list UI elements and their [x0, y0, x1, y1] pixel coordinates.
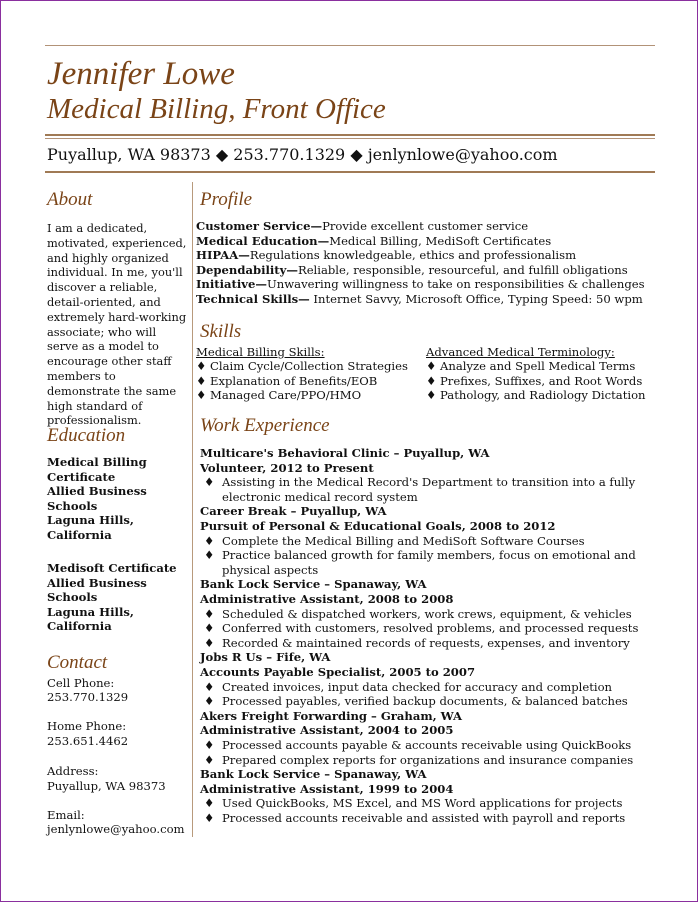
job-duty-text: Scheduled & dispatched workers, work crews, equipment, & vehicles: [222, 606, 632, 621]
about-line: members to: [47, 368, 116, 383]
education-line: Certificate: [47, 469, 116, 484]
skill-text: Explanation of Benefits/EOB: [210, 373, 378, 388]
about-line: and highly organized: [47, 250, 169, 265]
job-duty: [204, 811, 625, 826]
email-value: jenlynlowe@yahoo.com: [47, 822, 185, 836]
bullet-icon: ♦: [204, 694, 215, 709]
bullet-icon: ♦: [204, 679, 215, 694]
education-line: Schools: [47, 590, 98, 605]
job-employer: Akers Freight Forwarding – Graham, WA: [200, 708, 462, 723]
header-rule-upper: [45, 134, 655, 136]
bullet-icon: ♦: [204, 738, 215, 752]
skill-item: [426, 374, 642, 389]
bullet-icon: ♦: [426, 388, 437, 403]
job-duty-text: Practice balanced growth for family members, focus on emotional and: [222, 548, 636, 563]
job-duty: [204, 607, 632, 622]
profile-text: Internet Savvy, Microsoft Office, Typing Speed: 50 wpm: [309, 292, 643, 306]
skill-text: Claim Cycle/Collection Strategies: [210, 359, 408, 373]
about-line: detail-oriented, and: [47, 294, 161, 309]
header-rule-lower: [45, 138, 655, 139]
profile-heading: Profile: [200, 189, 253, 210]
profile-text: Regulations knowledgeable, ethics and professionalism: [249, 248, 577, 263]
education-line: California: [47, 619, 112, 634]
job-duty: [204, 738, 631, 753]
job-duty-text: Assisting in the Medical Record's Department to transition into a fully: [222, 475, 636, 490]
profile-text: Unwavering willingness to take on responsibilities & challenges: [267, 277, 645, 292]
job-duty-continued: electronic medical record system: [222, 489, 418, 504]
skill-text: Managed Care/PPO/HMO: [210, 388, 362, 403]
bullet-icon: ♦: [204, 635, 215, 650]
profile-row: [196, 248, 576, 263]
education-line: Schools: [47, 498, 98, 513]
about-line: I am a dedicated,: [47, 221, 148, 235]
job-duty-text: Used QuickBooks, MS Excel, and MS Word applications for projects: [222, 796, 623, 811]
candidate-name: Jennifer Lowe: [47, 56, 235, 92]
job-employer: Jobs R Us – Fife, WA: [200, 650, 331, 665]
about-line: associate; who will: [47, 324, 157, 339]
job-duty-text: Created invoices, input data checked for accuracy and completion: [222, 679, 613, 694]
job-duty-text: Conferred with customers, resolved problems, and processed requests: [222, 621, 639, 636]
job-employer: Bank Lock Service – Spanaway, WA: [200, 577, 427, 592]
job-duty-text: Processed payables, verified backup documents, & balanced batches: [222, 694, 628, 709]
job-duty: [204, 753, 633, 768]
profile-label: Medical Education—: [196, 233, 330, 248]
bullet-icon: ♦: [204, 533, 215, 548]
job-employer: Career Break – Puyallup, WA: [200, 504, 387, 519]
cell-phone-label: Cell Phone:: [47, 676, 115, 690]
education-line: Medical Billing: [47, 455, 147, 469]
education-line: California: [47, 527, 112, 542]
job-duty: [204, 694, 628, 709]
about-line: discover a reliable,: [47, 280, 158, 295]
education-heading: Education: [47, 425, 126, 446]
home-phone-label: Home Phone:: [47, 719, 127, 733]
about-heading: About: [47, 189, 93, 210]
bullet-icon: ♦: [204, 548, 215, 563]
job-duty-text: Complete the Medical Billing and MediSoft Software Courses: [222, 533, 585, 548]
bullet-icon: ♦: [204, 796, 215, 811]
job-duty-text: Processed accounts payable & accounts receivable using QuickBooks: [222, 738, 632, 752]
candidate-title: Medical Billing, Front Office: [47, 93, 386, 125]
job-employer: Bank Lock Service – Spanaway, WA: [200, 767, 427, 782]
about-line: extremely hard-working: [47, 309, 187, 324]
job-duty: [204, 534, 585, 549]
education-line: Laguna Hills,: [47, 513, 134, 528]
job-duty-continued: physical aspects: [222, 562, 319, 577]
skill-item: [196, 359, 408, 374]
skill-text: Pathology, and Radiology Dictation: [440, 388, 646, 403]
skill-text: Analyze and Spell Medical Terms: [440, 359, 636, 373]
bullet-icon: ♦: [204, 811, 215, 825]
education-line: Medisoft Certificate: [47, 561, 177, 575]
skill-text: Prefixes, Suffixes, and Root Words: [440, 373, 643, 388]
about-line: serve as a model to: [47, 339, 159, 354]
profile-label: Technical Skills—: [196, 292, 310, 306]
contact-heading: Contact: [47, 652, 108, 673]
profile-row: [196, 219, 528, 234]
job-employer: Multicare's Behavioral Clinic – Puyallup, WA: [200, 446, 490, 460]
profile-text: Provide excellent customer service: [322, 219, 529, 233]
about-line: high standard of: [47, 398, 143, 413]
job-role: Volunteer, 2012 to Present: [200, 460, 374, 475]
job-duty: [204, 548, 636, 563]
profile-row: [196, 292, 643, 307]
education-entry-2: [47, 561, 197, 634]
education-entry-1: [47, 455, 197, 543]
profile-text: Reliable, responsible, resourceful, and fulfill obligations: [297, 262, 628, 277]
bullet-icon: ♦: [204, 475, 215, 490]
bullet-icon: ♦: [204, 752, 215, 767]
about-line: professionalism.: [47, 413, 142, 428]
skills-heading: Skills: [200, 321, 242, 342]
contact-rule: [45, 171, 655, 173]
home-phone-value: 253.651.4462: [47, 734, 129, 748]
skills-right-title: Advanced Medical Terminology:: [426, 345, 615, 359]
bullet-icon: ♦: [196, 388, 207, 403]
skill-item: [426, 388, 646, 403]
bullet-icon: ♦: [204, 621, 215, 636]
skill-item: [196, 388, 361, 403]
bullet-icon: ♦: [196, 359, 207, 373]
job-duty: [204, 475, 635, 490]
bullet-icon: ♦: [426, 373, 437, 388]
profile-row: [196, 277, 645, 292]
profile-label: Customer Service—: [196, 219, 323, 233]
profile-row: [196, 234, 551, 249]
profile-row: [196, 263, 628, 278]
contact-line: Puyallup, WA 98373 ◆ 253.770.1329 ◆ jenlynlowe@yahoo.com: [47, 145, 558, 164]
bullet-icon: ♦: [204, 606, 215, 621]
job-duty-text: Recorded & maintained records of requests, expenses, and inventory: [222, 635, 630, 650]
job-duty: [204, 621, 638, 636]
profile-text: Medical Billing, MediSoft Certificates: [329, 233, 552, 248]
about-line: encourage other staff: [47, 354, 172, 369]
work-experience-heading: Work Experience: [200, 415, 330, 436]
skills-left-title: Medical Billing Skills:: [196, 345, 325, 359]
job-role: Pursuit of Personal & Educational Goals, 2008 to 2012: [200, 519, 556, 533]
job-duty-text: Prepared complex reports for organizations and insurance companies: [222, 752, 634, 767]
address-value: Puyallup, WA 98373: [47, 779, 166, 793]
bullet-icon: ♦: [426, 359, 437, 373]
about-line: demonstrate the same: [47, 383, 177, 398]
education-line: Allied Business: [47, 484, 147, 499]
about-line: motivated, experienced,: [47, 235, 187, 250]
about-text: [47, 221, 192, 428]
cell-phone-value: 253.770.1329: [47, 690, 129, 704]
profile-label: HIPAA—: [196, 248, 250, 263]
email-label: Email:: [47, 808, 85, 822]
education-line: Laguna Hills,: [47, 604, 134, 619]
bullet-icon: ♦: [196, 373, 207, 388]
job-duty: [204, 796, 622, 811]
about-line: individual. In me, you'll: [47, 265, 183, 280]
job-duty: [204, 636, 630, 651]
education-line: Allied Business: [47, 575, 147, 590]
job-role: Accounts Payable Specialist, 2005 to 2007: [200, 665, 476, 679]
job-duty-text: Processed accounts receivable and assisted with payroll and reports: [222, 811, 626, 825]
skill-item: [426, 359, 635, 374]
job-duty: [204, 680, 612, 695]
job-role: Administrative Assistant, 2004 to 2005: [200, 723, 454, 738]
address-label: Address:: [47, 764, 99, 778]
profile-label: Initiative—: [196, 277, 267, 292]
top-rule: [45, 45, 655, 46]
skill-item: [196, 374, 377, 389]
job-role: Administrative Assistant, 1999 to 2004: [200, 781, 454, 796]
job-role: Administrative Assistant, 2008 to 2008: [200, 592, 454, 606]
profile-label: Dependability—: [196, 262, 298, 277]
